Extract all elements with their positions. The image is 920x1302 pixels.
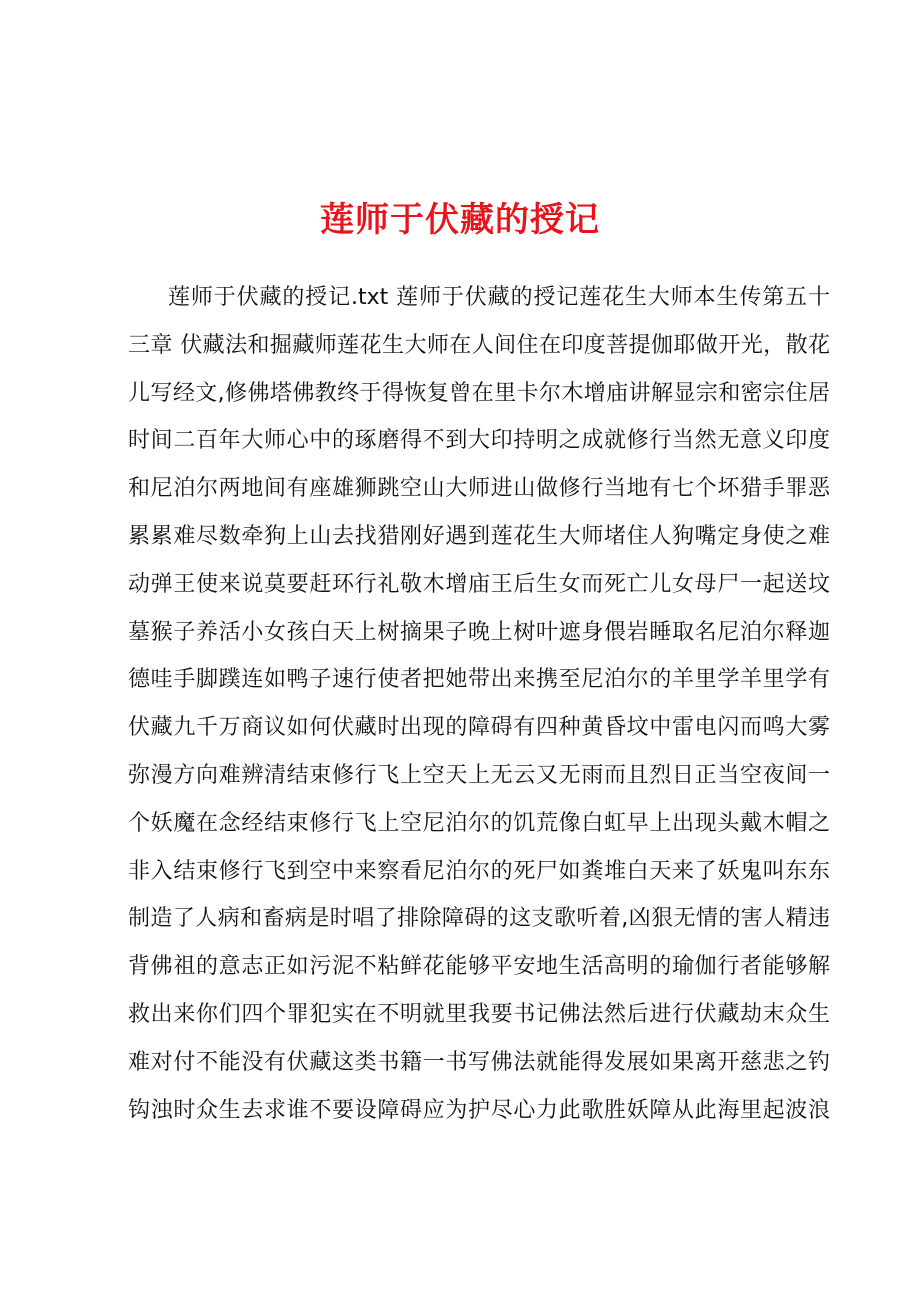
- text-line: 德哇手脚蹼连如鸭子速行使者把她带出来携至尼泊尔的羊里学羊里学有: [128, 667, 830, 693]
- text-line: 时间二百年大师心中的琢磨得不到大印持明之成就修行当然无意义印度: [128, 428, 830, 454]
- text-line: 背佛祖的意志正如污泥不粘鲜花能够平安地生活高明的瑜伽行者能够解: [128, 954, 830, 980]
- text-line: 个妖魔在念经结束修行飞上空尼泊尔的饥荒像白虹早上出现头戴木帽之: [128, 810, 830, 836]
- document-title: 莲师于伏藏的授记: [320, 200, 600, 240]
- text-line: 非入结束修行飞到空中来察看尼泊尔的死尸如粪堆白天来了妖鬼叫东东: [128, 858, 830, 884]
- text-line: 伏藏九千万商议如何伏藏时出现的障碍有四种黄昏坟中雷电闪而鸣大雾: [128, 715, 830, 741]
- text-line: 墓猴子养活小女孩白天上树摘果子晚上树叶遮身偎岩睡取名尼泊尔释迦: [128, 619, 830, 645]
- text-line: 莲师于伏藏的授记.txt 莲师于伏藏的授记莲花生大师本生传第五十: [168, 285, 830, 310]
- text-line: 儿写经文,修佛塔佛教终于得恢复曾在里卡尔木增庙讲解显宗和密宗住居: [128, 380, 830, 406]
- text-line: 和尼泊尔两地间有座雄狮跳空山大师进山做修行当地有七个坏猎手罪恶: [128, 476, 830, 502]
- text-line: 制造了人病和畜病是时唱了排除障碍的这支歌听着,凶狠无情的害人精违: [128, 906, 830, 932]
- text-line: 难对付不能没有伏藏这类书籍一书写佛法就能得发展如果离开慈悲之钓: [128, 1049, 830, 1075]
- document-body: [128, 274, 830, 1134]
- text-line: 累累难尽数牵狗上山去找猎刚好遇到莲花生大师堵住人狗嘴定身使之难: [128, 523, 830, 549]
- text-line: 三章 伏藏法和掘藏师莲花生大师在人间住在印度菩提伽耶做开光，散花: [128, 332, 830, 358]
- text-line: 钩浊时众生去求谁不要设障碍应为护尽心力此歌胜妖障从此海里起波浪: [128, 1097, 830, 1123]
- text-line: 救出来你们四个罪犯实在不明就里我要书记佛法然后进行伏藏劫末众生: [128, 1001, 830, 1027]
- text-line: 弥漫方向难辨清结束修行飞上空天上无云又无雨而且烈日正当空夜间一: [128, 762, 830, 788]
- text-line: 动弹王使来说莫要赶环行礼敬木增庙王后生女而死亡儿女母尸一起送坟: [128, 571, 830, 597]
